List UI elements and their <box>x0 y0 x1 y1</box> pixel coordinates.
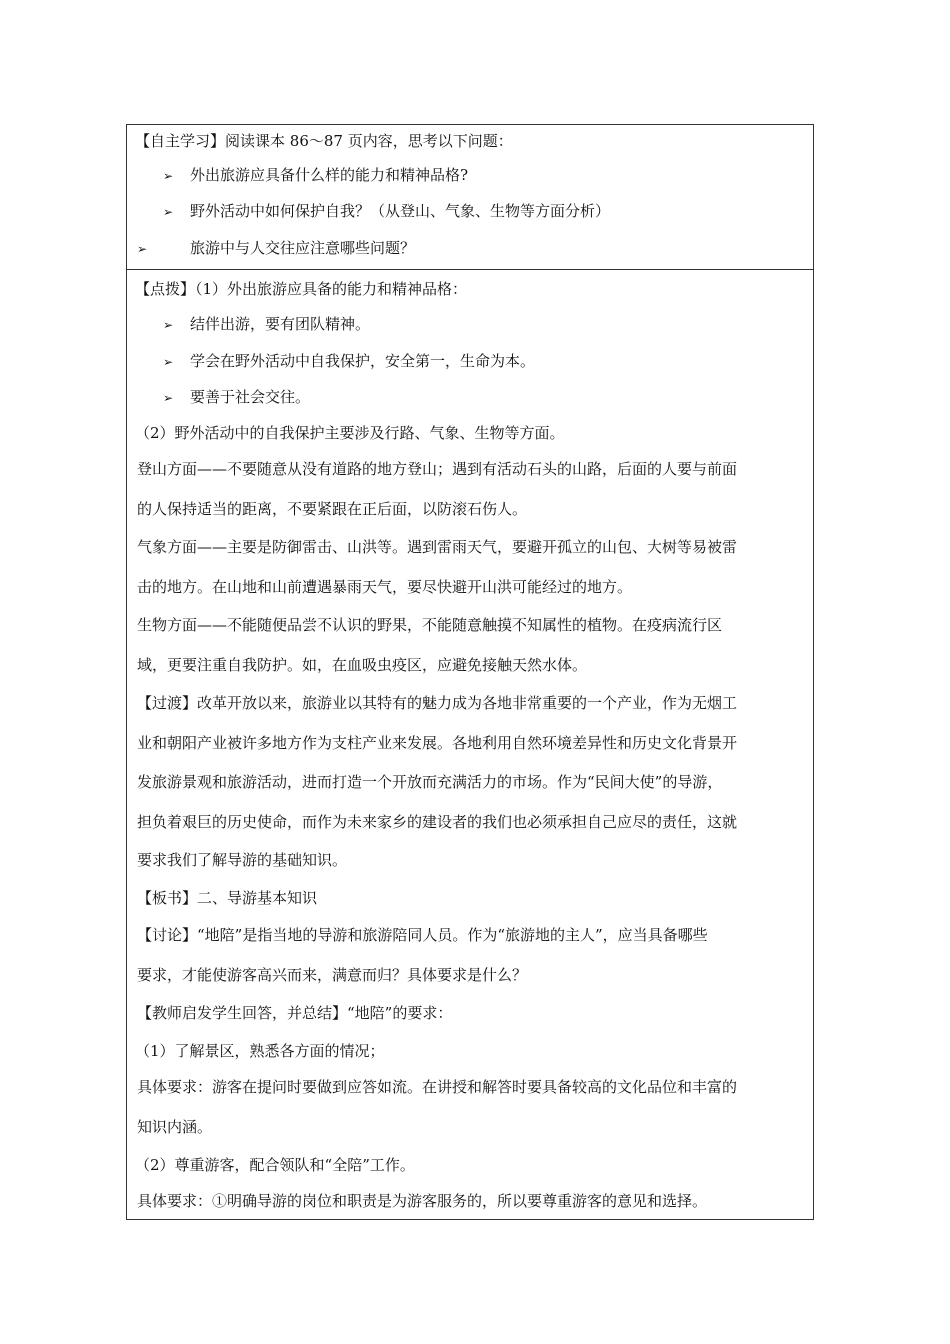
hint-text: 结伴出游，要有团队精神。 <box>190 315 371 333</box>
text-line: 气象方面——主要是防御雷击、山洪等。遇到雷雨天气，要避开孤立的山包、大树等易被雷 <box>137 538 738 556</box>
question-item <box>163 201 805 222</box>
text-line: 【讨论】“地陪”是指当地的导游和旅游陪同人员。作为“旅游地的主人”，应当具备哪些 <box>137 926 708 944</box>
text-line: （2）野外活动中的自我保护主要涉及行路、气象、生物等方面。 <box>135 424 565 442</box>
text-line: 【教师启发学生回答，并总结】“地陪”的要求： <box>137 1004 453 1022</box>
hint-text: 要善于社会交往。 <box>190 388 311 406</box>
text-line: 要求我们了解导游的基础知识。 <box>137 851 348 869</box>
text-line: 域，更要注重自我防护。如，在血吸虫疫区，应避免接触天然水体。 <box>137 656 588 674</box>
text-line: 【板书】二、导游基本知识 <box>137 889 318 907</box>
arrow-bullet-icon: ➢ <box>163 205 174 219</box>
text-line: （1）了解景区，熟悉各方面的情况； <box>135 1042 385 1060</box>
text-line: （2）尊重游客，配合领队和“全陪”工作。 <box>135 1156 415 1174</box>
hint-item <box>163 314 805 335</box>
text-line: 具体要求：游客在提问时要做到应答如流。在讲授和解答时要具备较高的文化品位和丰富的 <box>137 1078 738 1096</box>
hint-item <box>163 351 805 372</box>
text-line: 登山方面——不要随意从没有道路的地方登山；遇到有活动石头的山路，后面的人要与前面 <box>137 460 738 478</box>
hint-item <box>163 387 805 408</box>
text-line: 知识内涵。 <box>137 1118 213 1136</box>
hint-text: 学会在野外活动中自我保护，安全第一，生命为本。 <box>190 352 536 370</box>
question-text: 野外活动中如何保护自我？（从登山、气象、生物等方面分析） <box>190 202 611 220</box>
question-item <box>137 238 805 259</box>
hint-title: 【点拨】（1）外出旅游应具备的能力和精神品格： <box>135 280 468 298</box>
self-study-title: 【自主学习】阅读课本 86～87 页内容，思考以下问题： <box>135 132 513 150</box>
text-line: 击的地方。在山地和山前遭遇暴雨天气，要尽快避开山洪可能经过的地方。 <box>137 578 633 596</box>
question-item <box>163 165 805 186</box>
arrow-bullet-icon: ➢ <box>137 242 148 256</box>
text-line: 生物方面——不能随便品尝不认识的野果，不能随意触摸不知属性的植物。在疫病流行区 <box>137 616 723 634</box>
guidance-box <box>126 269 814 1220</box>
arrow-bullet-icon: ➢ <box>163 318 174 332</box>
text-line: 要求，才能使游客高兴而来，满意而归？具体要求是什么？ <box>137 966 528 984</box>
question-text: 外出旅游应具备什么样的能力和精神品格? <box>190 166 469 184</box>
text-line: 的人保持适当的距离，不要紧跟在正后面，以防滚石伤人。 <box>137 500 528 518</box>
arrow-bullet-icon: ➢ <box>163 391 174 405</box>
text-line: 发旅游景观和旅游活动，进而打造一个开放而充满活力的市场。作为“民间大使”的导游， <box>137 773 723 791</box>
text-line: 具体要求：①明确导游的岗位和职责是为游客服务的，所以要尊重游客的意见和选择。 <box>137 1192 708 1210</box>
text-line: 担负着艰巨的历史使命，而作为未来家乡的建设者的我们也必须承担自己应尽的责任，这就 <box>137 813 738 831</box>
arrow-bullet-icon: ➢ <box>163 355 174 369</box>
question-text: 旅游中与人交往应注意哪些问题？ <box>190 239 416 257</box>
text-line: 业和朝阳产业被许多地方作为支柱产业来发展。各地利用自然环境差异性和历史文化背景开 <box>137 734 738 752</box>
text-line: 【过渡】改革开放以来，旅游业以其特有的魅力成为各地非常重要的一个产业，作为无烟工 <box>137 694 738 712</box>
self-study-box <box>126 124 814 270</box>
arrow-bullet-icon: ➢ <box>163 169 174 183</box>
